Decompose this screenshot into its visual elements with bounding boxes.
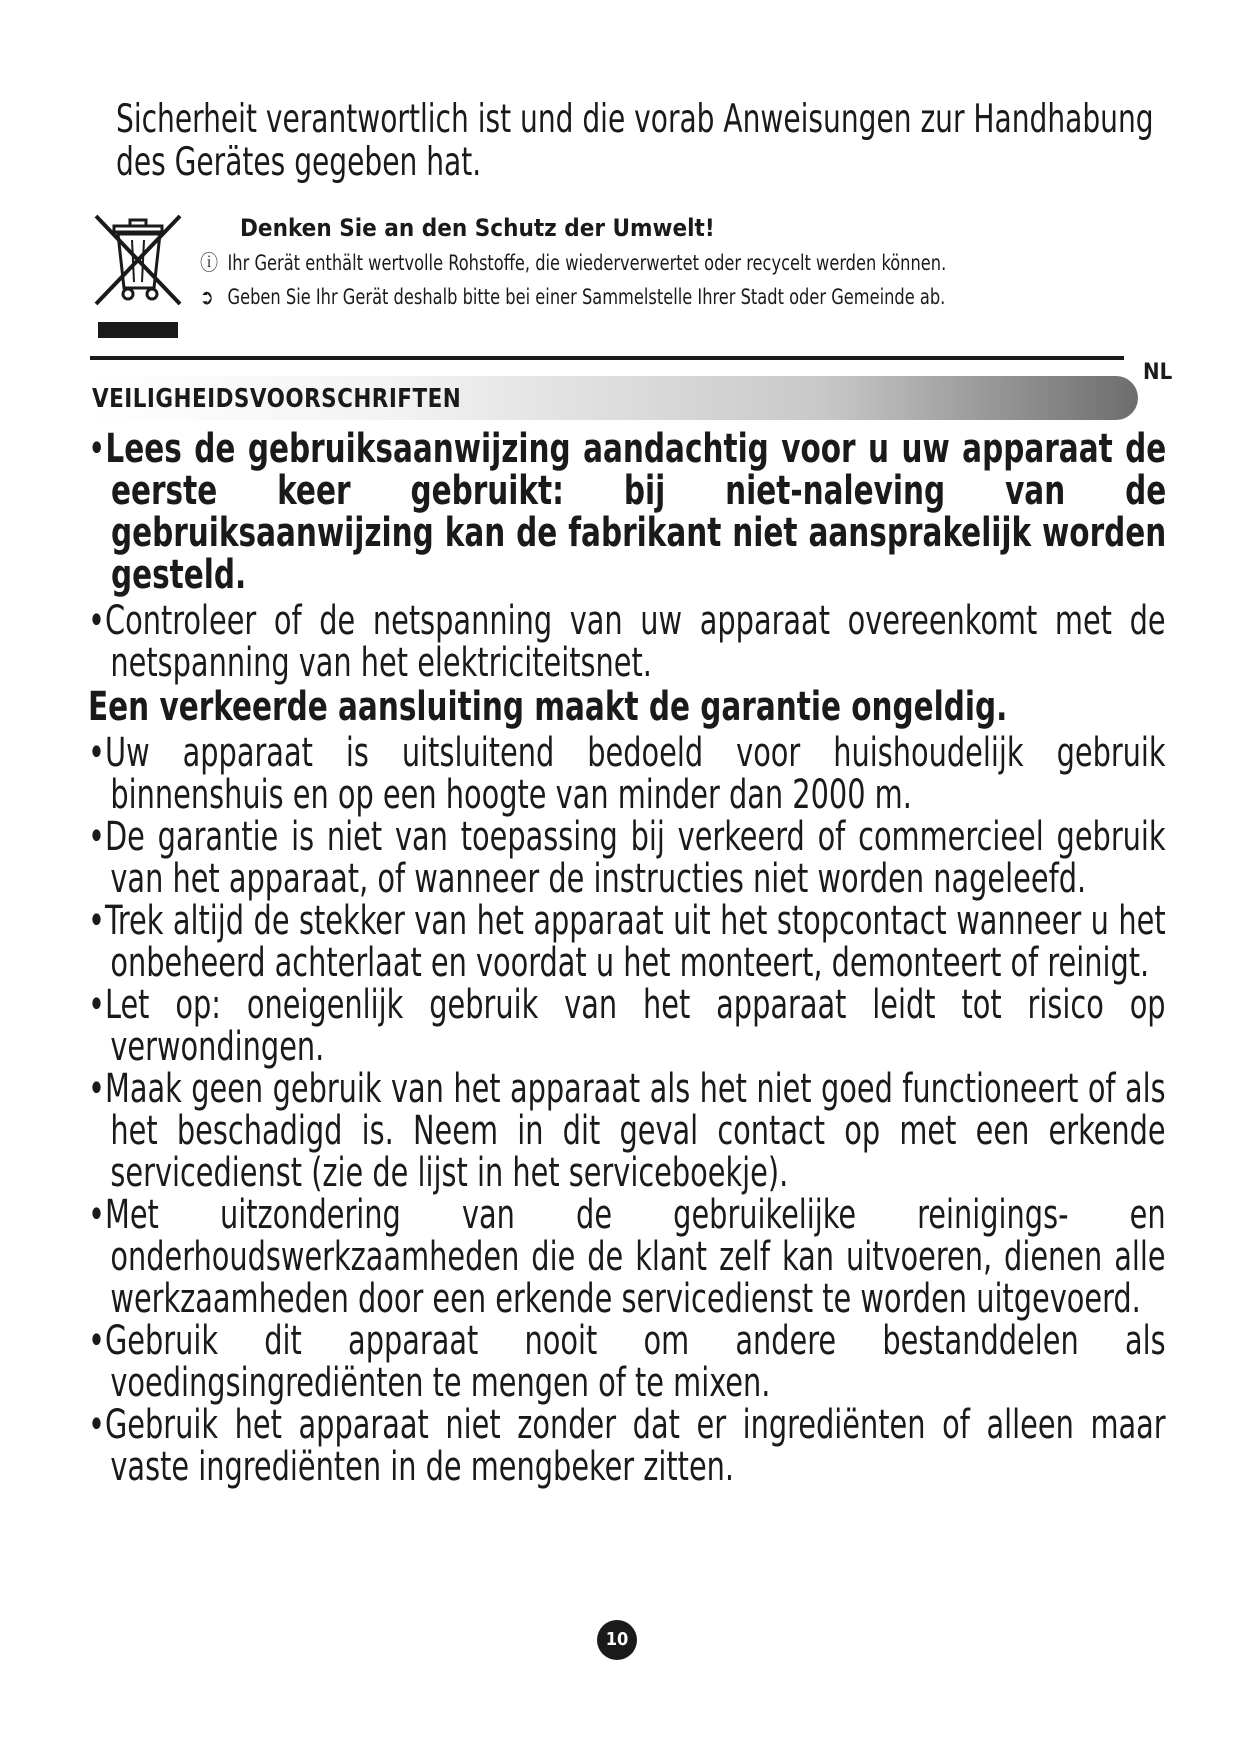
paragraph-warranty-exclusion: •De garantie is niet van toepassing bij verkeerd of commercieel gebruik van het apparaat, of wanneer de instructies niet worden nageleefd.: [88, 814, 1166, 902]
paragraph-bold-intro: •Lees de gebruiksaanwijzing aandachtig voor u uw apparaat de eerste keer gebruikt: bij niet-naleving van de gebruiksaanwijzing kan de fabrikant niet aansprakelijk worden gesteld.: [88, 426, 1167, 598]
environment-line-info: [200, 250, 946, 276]
bullet: •: [88, 1318, 105, 1364]
arrow-icon: ➲: [200, 285, 214, 309]
section-divider: [90, 356, 1124, 360]
crossed-out-wheelie-bin-icon: [92, 210, 184, 340]
language-tag: NL: [1143, 360, 1173, 385]
bullet: •: [88, 1192, 105, 1238]
bullet: •: [88, 982, 105, 1028]
paragraph-warranty-warning: Een verkeerde aansluiting maakt de garantie ongeldig.: [88, 684, 1008, 730]
bullet: •: [88, 1066, 105, 1112]
paragraph-food-only: •Gebruik dit apparaat nooit om andere bestanddelen als voedingsingrediënten te mengen of te mixen.: [88, 1318, 1166, 1406]
info-icon: ⓘ: [200, 251, 219, 275]
bullet: •: [88, 898, 105, 944]
paragraph-damaged-device: •Maak geen gebruik van het apparaat als het niet goed functioneert of als het beschadigd is. Neem in dit geval contact op met een erkende servicedienst (zie de lijst in het serviceboekje).: [88, 1066, 1166, 1196]
environment-title: Denken Sie an den Schutz der Umwelt!: [240, 214, 715, 242]
bullet: •: [88, 598, 105, 644]
bullet: •: [88, 426, 106, 472]
environment-line-text: Geben Sie Ihr Gerät deshalb bitte bei einer Sammelstelle Ihrer Stadt oder Gemeinde ab.: [227, 285, 946, 309]
bullet: •: [88, 1402, 105, 1448]
bullet: •: [88, 814, 105, 860]
paragraph-service-work: •Met uitzondering van de gebruikelijke reinigings- en onderhoudswerkzaamheden die de klant zelf kan uitvoeren, dienen alle werkzaamheden door een erkende servicedienst te worden uitgevoerd.: [88, 1192, 1166, 1322]
page-number: 10: [597, 1620, 637, 1660]
paragraph-improper-use: •Let op: oneigenlijk gebruik van het apparaat leidt tot risico op verwondingen.: [88, 982, 1166, 1070]
environment-line-arrow: [200, 284, 945, 310]
bullet: •: [88, 730, 105, 776]
environment-line-text: Ihr Gerät enthält wertvolle Rohstoffe, die wiederverwertet oder recycelt werden können.: [227, 251, 947, 275]
section-title: VEILIGHEIDSVOORSCHRIFTEN: [92, 384, 462, 414]
intro-continuation-text: Sicherheit verantwortlich ist und die vorab Anweisungen zur Handhabung des Gerätes gegeben hat.: [116, 97, 1154, 185]
safety-instructions: [88, 426, 1167, 1490]
paragraph-unplug: •Trek altijd de stekker van het apparaat uit het stopcontact wanneer u het onbeheerd achterlaat en voordat u het monteert, demonteert of reinigt.: [88, 898, 1166, 986]
paragraph-household-use: •Uw apparaat is uitsluitend bedoeld voor huishoudelijk gebruik binnenshuis en op een hoogte van minder dan 2000 m.: [88, 730, 1166, 818]
paragraph-empty-jar: •Gebruik het apparaat niet zonder dat er ingrediënten of alleen maar vaste ingrediënten in de mengbeker zitten.: [88, 1402, 1166, 1490]
paragraph-voltage: •Controleer of de netspanning van uw apparaat overeenkomt met de netspanning van het elektriciteitsnet.: [88, 598, 1166, 686]
